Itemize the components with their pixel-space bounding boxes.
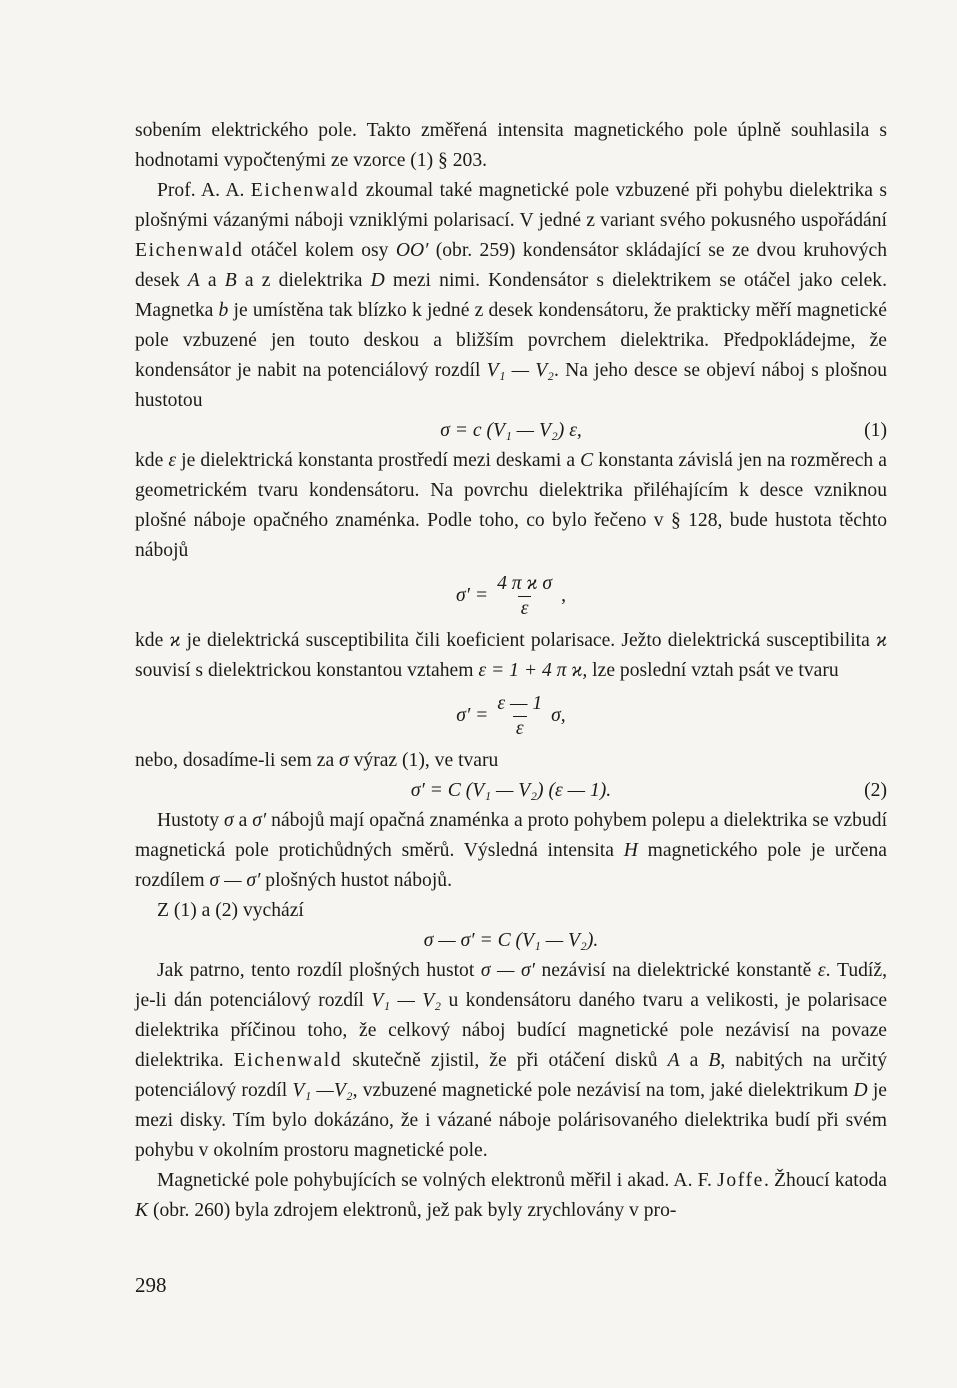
math-symbol: ϰ: [169, 630, 181, 651]
math-expression: σ — σ′: [209, 870, 261, 891]
equation-number: (2): [864, 780, 887, 801]
equation-1: [135, 416, 887, 446]
text: kde: [135, 630, 170, 651]
text: nebo, dosadíme-li sem za: [135, 750, 340, 771]
author-name: Joffe: [717, 1170, 764, 1191]
paragraph-5: [135, 746, 887, 776]
text: je dielektrická konstanta prostředí mezi deskami a: [176, 450, 581, 471]
text: plošných hustot nábojů.: [260, 870, 452, 891]
math-symbol: OO′: [395, 240, 429, 261]
text: nábojů mají opačná znaménka a proto pohybem polepu a dielektrika se vzbudí magnetická pole protichůdných směrů. Výsledná intensita: [135, 810, 888, 861]
text: a: [233, 810, 253, 831]
text: a: [679, 1050, 709, 1071]
text: nezávisí na dielektrické konstantě: [534, 960, 818, 981]
text: je dielektrická susceptibilita čili koeficient polarisace. Ježto dielektrická susceptibilita: [180, 630, 876, 651]
math-symbol: B: [708, 1050, 721, 1071]
text: Prof. A. A.: [157, 180, 251, 201]
text: . Tudíž, je-li dán potenciálový rozdíl: [135, 960, 887, 1011]
math-symbol: D: [853, 1080, 868, 1101]
paragraph-3: [135, 446, 887, 566]
equation-body: [135, 416, 887, 446]
math-symbol: K: [135, 1200, 149, 1221]
math-symbol: ε: [817, 960, 826, 981]
math-symbol: A: [187, 270, 200, 291]
text: je mezi disky. Tím bylo dokázáno, že i vázané náboje polárisovaného dielektrika budí při svém pohybu v okolním prostoru magnetické pole.: [135, 1080, 888, 1161]
paragraph-1: [135, 116, 887, 176]
text: a z dielektrika: [236, 270, 371, 291]
text: mezi nimi. Kondensátor s dielektrikem se otáčel jako celek. Magnetka: [135, 270, 887, 321]
text: otáčel kolem osy: [243, 240, 396, 261]
text: (obr. 259) kondensátor skládající se ze dvou kruhových desek: [135, 240, 888, 291]
equation-lhs: σ′ =: [456, 705, 489, 726]
equation-body: [135, 926, 887, 956]
text: . Žhoucí katoda: [763, 1170, 887, 1191]
math-symbol: ϰ: [875, 630, 887, 651]
text: konstanta závislá jen na rozměrech a geometrickém tvaru kondensátoru. Na povrchu dielektrika přiléhajícím k desce vzniknou plošné náboje opačného znaménka. Podle toho, co bylo řečeno v § 128, bude hustota těchto nábojů: [135, 450, 887, 561]
math-expression: σ — σ′ = C (V₁ — V₂).: [423, 930, 599, 951]
math-expression: V₁ — V₂: [486, 360, 554, 381]
body-text: [135, 116, 887, 1226]
math-symbol: σ: [339, 750, 349, 771]
author-name: Eichenwald: [135, 240, 244, 261]
text: u kondensátoru daného tvaru a velikosti, je polarisace dielektrika příčinou toho, že celkový náboj budící magnetické pole nezávisí na povaze dielektrika.: [135, 990, 888, 1071]
text: skutečně zjistil, že při otáčení disků: [342, 1050, 668, 1071]
paragraph-9: [135, 1166, 887, 1226]
fraction: [494, 572, 555, 621]
paragraph-8: [135, 956, 887, 1166]
text: výraz (1), ve tvaru: [348, 750, 499, 771]
math-expression: σ = c (V₁ — V₂) ε,: [440, 420, 582, 441]
paragraph-2: [135, 176, 887, 416]
equation-fraction-2: [135, 686, 887, 746]
text: Magnetické pole pohybujících se volných elektronů měřil i akad. A. F.: [157, 1170, 718, 1191]
text: , vzbuzené magnetické pole nezávisí na tom, jaké dielektrikum: [352, 1080, 854, 1101]
text: je umístěna tak blízko k jedné z desek kondensátoru, že prakticky měří magnetické pole vzbuzené jen touto deskou a bližším povrchem dielektrika. Předpokládejme, že kondensátor je nabit na potenciálový rozdíl: [135, 300, 887, 381]
author-name: Eichenwald: [233, 1050, 343, 1071]
page-number: 298: [135, 1273, 167, 1297]
text: Hustoty: [157, 810, 224, 831]
math-symbol: D: [370, 270, 385, 291]
math-symbol: C: [580, 450, 594, 471]
text: (obr. 260) byla zdrojem elektronů, jež pak byly zrychlovány v pro-: [148, 1200, 677, 1221]
text: zkoumal také magnetické pole vzbuzené při pohybu dielektrika s plošnými vázanými náboji vzniklými polarisací. V jedné z variant svého pokusného uspořádání: [135, 180, 887, 231]
denominator: ε: [518, 596, 532, 621]
text: . Na jeho desce se objeví náboj s plošnou hustotou: [135, 360, 888, 411]
text: Z (1) a (2) vychází: [157, 900, 304, 921]
text: lze poslední vztah psát ve tvaru: [587, 660, 839, 681]
numerator: 4 π ϰ σ: [497, 572, 553, 594]
math-expression: σ — σ′: [480, 960, 535, 981]
math-symbol: σ′: [252, 810, 267, 831]
text: Jak patrno, tento rozdíl plošných hustot: [157, 960, 481, 981]
text: , nabitých na určitý potenciálový rozdíl: [135, 1050, 888, 1101]
fraction: [494, 692, 545, 741]
math-symbol: A: [667, 1050, 680, 1071]
text: sobením elektrického pole. Takto změřená intensita magnetického pole úplně souhlasila s hodnotami vypočtenými ze vzorce (1) § 203.: [135, 120, 887, 171]
paragraph-4: [135, 626, 887, 686]
paragraph-6: [135, 806, 887, 896]
equation-3: [135, 926, 887, 956]
equation-tail: ,: [561, 585, 566, 606]
equation-2: [135, 776, 887, 806]
paragraph-7: [135, 896, 887, 926]
math-symbol: B: [224, 270, 237, 291]
math-expression: V₁ —V₂: [292, 1080, 353, 1101]
text: a: [199, 270, 225, 291]
text: kde: [135, 450, 169, 471]
math-symbol: b: [218, 300, 229, 321]
equation-fraction-1: [135, 566, 887, 626]
math-expression: σ′ = C (V₁ — V₂) (ε — 1).: [410, 780, 612, 801]
text: souvisí s dielektrickou konstantou vztahem: [135, 660, 479, 681]
math-symbol: σ: [224, 810, 234, 831]
math-symbol: ε: [168, 450, 177, 471]
text: magnetického pole je určena rozdílem: [135, 840, 887, 891]
author-name: Eichenwald: [250, 180, 360, 201]
equation-body: [135, 776, 887, 806]
math-symbol: H: [623, 840, 638, 861]
numerator: ε — 1: [497, 692, 543, 714]
denominator: ε: [513, 716, 527, 741]
math-expression: V₁ — V₂: [371, 990, 442, 1011]
equation-number: (1): [864, 420, 887, 441]
equation-lhs: σ′ =: [456, 585, 489, 606]
math-expression: ε = 1 + 4 π ϰ,: [478, 660, 588, 681]
equation-tail: σ,: [551, 705, 566, 726]
